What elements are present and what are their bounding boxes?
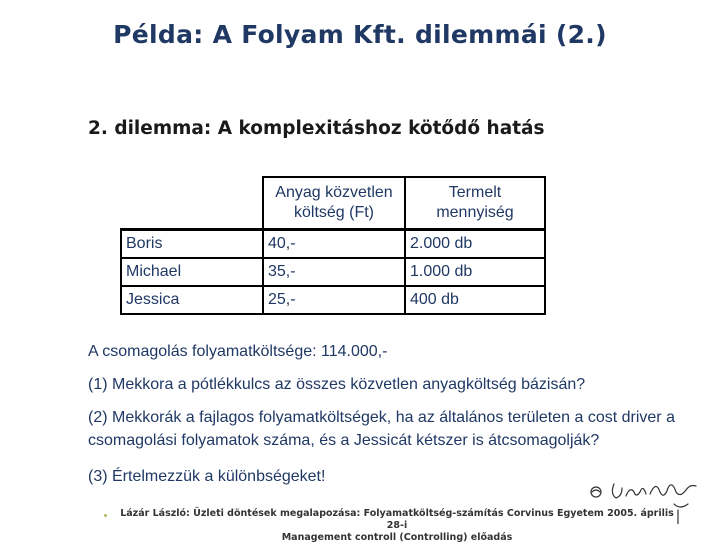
row-quantity: 2.000 db (405, 230, 545, 259)
header-cell-empty (121, 177, 263, 230)
table-header-row (121, 177, 545, 230)
footer-line-2: Management controll (Controlling) előadás (281, 532, 513, 543)
table-row (121, 258, 545, 286)
question-2-line-2: csomagolási folyamatok száma, és a Jessicát kétszer is átcsomagolják? (88, 432, 600, 449)
question-2-line-1: (2) Mekkorák a fajlagos folyamatköltségek, ha az általános területen a cost driver a (88, 409, 675, 426)
header-line: Termelt (448, 184, 502, 201)
row-material-cost: 40,- (263, 230, 405, 259)
header-cell-quantity (405, 177, 545, 230)
row-name: Michael (121, 258, 263, 286)
data-table (120, 176, 546, 315)
footer-citation (112, 508, 682, 544)
table-row (121, 230, 545, 259)
footer-line-1: Lázár László: Üzleti döntések megalapozása: Folyamatköltség-számítás Corvinus Egyetem 2005. április 28-i (120, 508, 674, 531)
header-line: mennyiség (436, 204, 514, 221)
row-quantity: 1.000 db (405, 258, 545, 286)
row-quantity: 400 db (405, 286, 545, 314)
header-line: költség (Ft) (293, 204, 374, 221)
row-name: Boris (121, 230, 263, 259)
slide-title: Példa: A Folyam Kft. dilemmái (2.) (113, 20, 607, 49)
row-material-cost: 35,- (263, 258, 405, 286)
table-row (121, 286, 545, 314)
question-1: (1) Mekkora a pótlékkulcs az összes közvetlen anyagköltség bázisán? (88, 376, 586, 393)
row-name: Jessica (121, 286, 263, 314)
process-cost-text: A csomagolás folyamatköltsége: 114.000,- (88, 343, 388, 360)
header-cell-material-cost (263, 177, 405, 230)
footer-bullet (104, 514, 107, 517)
dilemma-heading: 2. dilemma: A komplexitáshoz kötődő hatás (88, 118, 545, 139)
question-3: (3) Értelmezzük a különbségeket! (88, 468, 326, 485)
header-line: Anyag közvetlen (275, 184, 393, 201)
row-material-cost: 25,- (263, 286, 405, 314)
